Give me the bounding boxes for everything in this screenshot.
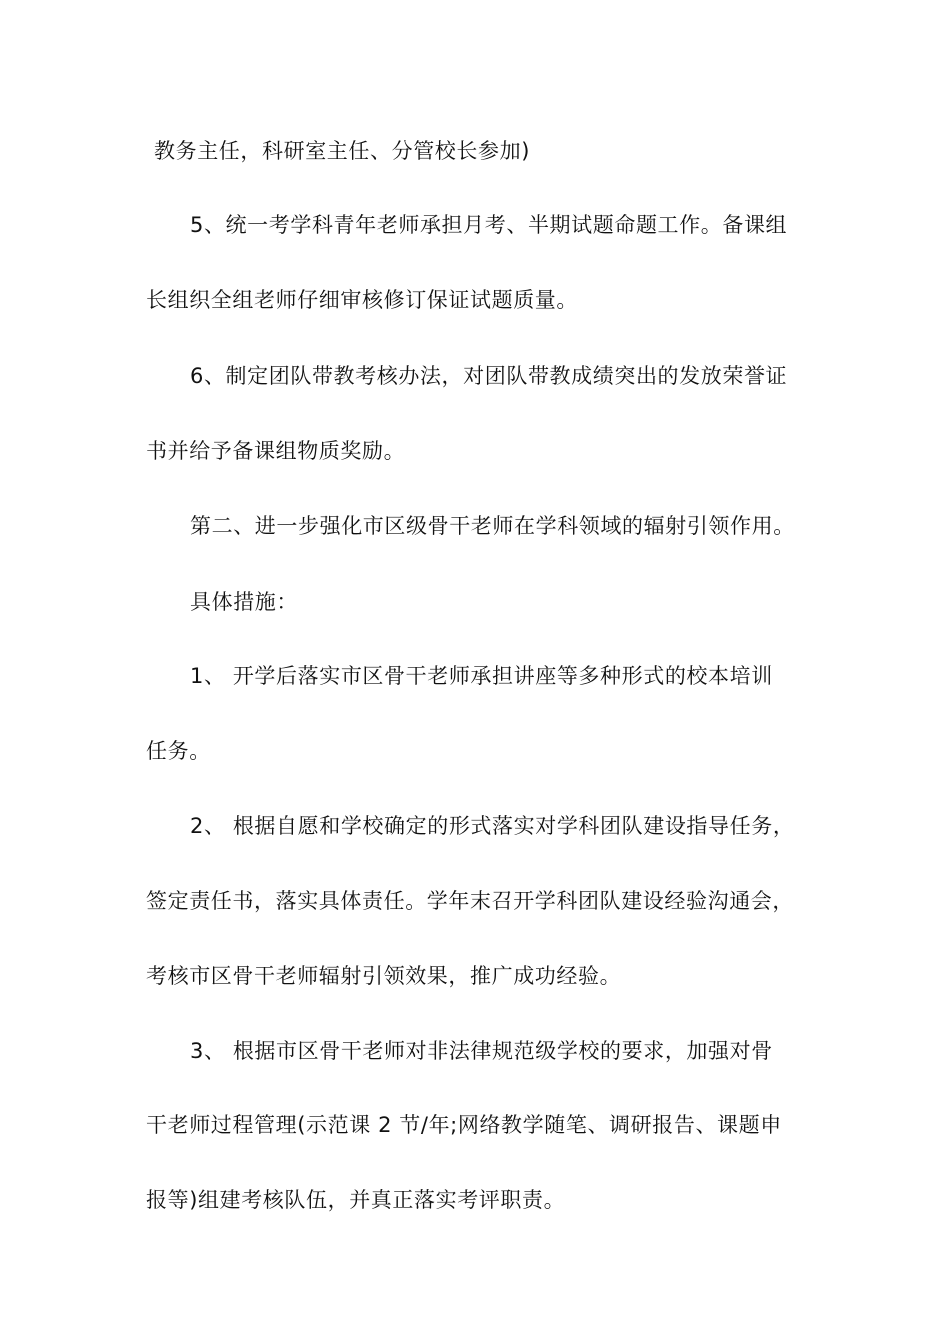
text-line: 1、 开学后落实市区骨干老师承担讲座等多种形式的校本培训 xyxy=(190,664,773,688)
text-line: 长组织全组老师仔细审核修订保证试题质量。 xyxy=(146,288,578,312)
text-line: 报等)组建考核队伍，并真正落实考评职责。 xyxy=(146,1188,566,1212)
text-line: 书并给予备课组物质奖励。 xyxy=(146,439,406,463)
text-line: 任务。 xyxy=(146,739,211,763)
text-line: 考核市区骨干老师辐射引领效果，推广成功经验。 xyxy=(146,964,622,988)
text-line: 教务主任，科研室主任、分管校长参加) xyxy=(154,139,530,163)
text-line: 签定责任书，落实具体责任。学年末召开学科团队建设经验沟通会， xyxy=(146,889,794,913)
text-line: 3、 根据市区骨干老师对非法律规范级学校的要求，加强对骨 xyxy=(190,1039,773,1063)
text-line: 2、 根据自愿和学校确定的形式落实对学科团队建设指导任务， xyxy=(190,814,795,838)
text-line: 6、制定团队带教考核办法，对团队带教成绩突出的发放荣誉证 xyxy=(190,364,788,388)
text-line: 5、统一考学科青年老师承担月考、半期试题命题工作。备课组 xyxy=(190,213,788,237)
text-line: 具体措施： xyxy=(190,590,298,614)
text-line: 第二、进一步强化市区级骨干老师在学科领域的辐射引领作用。 xyxy=(190,514,795,538)
text-line: 干老师过程管理(示范课 2 节/年;网络教学随笔、调研报告、课题申 xyxy=(146,1113,782,1137)
